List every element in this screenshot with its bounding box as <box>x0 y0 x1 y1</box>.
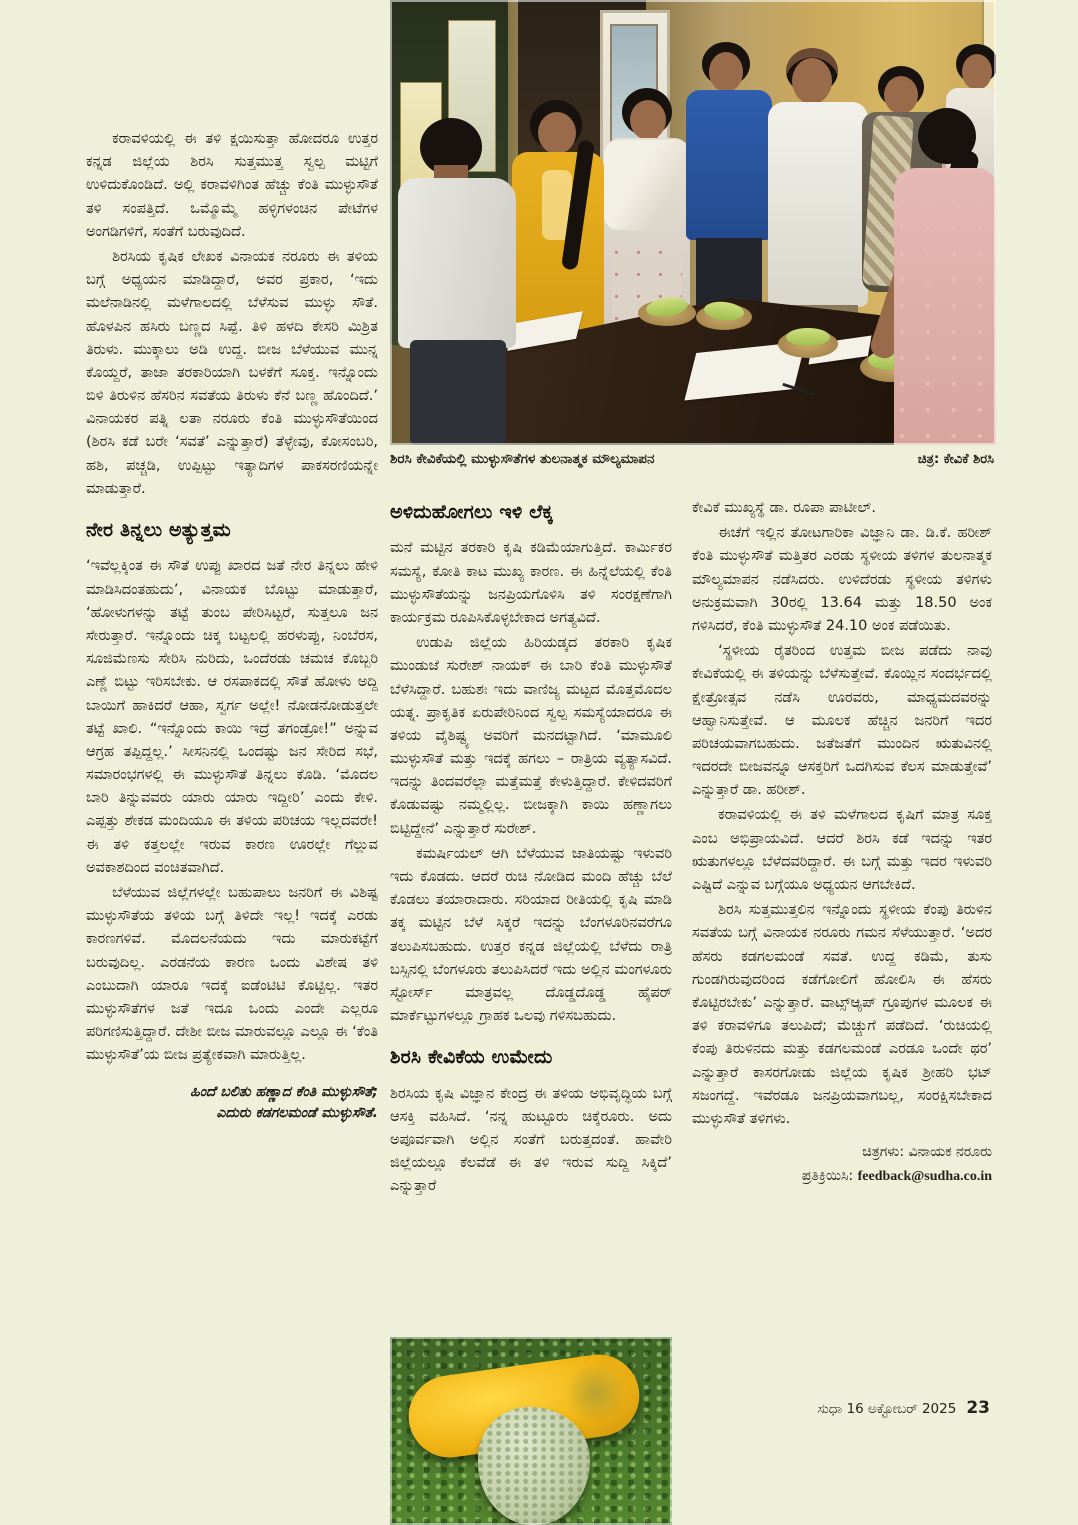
person-man-right-hair <box>956 44 996 84</box>
article-credits <box>692 1141 992 1189</box>
section-heading-declining: ಅಳಿದುಹೋಗಲು ಇಳಿ ಲೆಕ್ಕ <box>390 501 554 523</box>
photos-credit: ಚಿತ್ರಗಳು: ವಿನಾಯಕ ನರೂರು <box>862 1144 992 1161</box>
poster <box>410 215 470 287</box>
top-photo-credit: ಚಿತ್ರ: ಕೇವಿಕೆ ಶಿರಸಿ <box>917 452 994 467</box>
person-woman-pink-plait <box>946 147 981 192</box>
person-man-white-shirt <box>768 102 868 307</box>
person-man-blue-hair <box>702 42 750 86</box>
pen <box>782 383 815 396</box>
middle-column <box>390 497 672 1335</box>
kenti-cucumber-yellow-fruit <box>403 1349 644 1462</box>
paragraph: ‘ಸ್ಥಳೀಯ ರೈತರಿಂದ ಉತ್ತಮ ಬೀಜ ಪಡೆದು ನಾವು ಕೇವಿಕೆಯಲ್ಲಿ ಈ ತಳಿಯನ್ನು ಬೆಳೆಸುತ್ತೇವೆ. ಕೊಯ್ಲಿನ ಸಂದರ್ಭದಲ್ಲಿ ಕ್ಷೇತ್ರೋತ್ಸವ ನಡೆಸಿ ಊರವರು, ಮಾಧ್ಯಮದವರನ್ನು ಆಹ್ವಾನಿಸುತ್ತೇವೆ. ಆ ಮೂಲಕ ಹೆಚ್ಚಿನ ಜನರಿಗೆ ಇದರ ಪರಿಚಯವಾಗಬಹುದು. ಜತೆಜತೆಗೆ ಮುಂದಿನ ಋತುವಿನಲ್ಲಿ ಇದರದೇ ಬೀಜವನ್ನೂ ಆಸಕ್ತರಿಗೆ ಒದಗಿಸುವ ಕೆಲಸ ಮಾಡುತ್ತೇವೆ’ ಎನ್ನುತ್ತಾರೆ ಡಾ. ಹರೀಶ್. <box>692 643 992 799</box>
bottom-photo-cucumbers-on-grass <box>390 1337 672 1525</box>
sample-plate <box>638 300 696 326</box>
italic-note-line: ಎದುರು ಕಡಗಲಮಂಡೆ ಮುಳ್ಳುಸೌತೆ. <box>216 1104 378 1121</box>
person-woman-floral-dress <box>604 138 690 378</box>
white-dupatta <box>604 140 690 230</box>
magazine-name-date: ಸುಧಾ 16 ಅಕ್ಟೋಬರ್ 2025 <box>817 1401 957 1417</box>
paragraph: ಕರಾವಳಿಯಲ್ಲಿ ಈ ತಳಿ ಕ್ಷಯಿಸುತ್ತಾ ಹೋದರೂ ಉತ್ತರ ಕನ್ನಡ ಜಿಲ್ಲೆಯ ಶಿರಸಿ ಸುತ್ತಮುತ್ತ ಸ್ವಲ್ಪ ಮಟ್ಟಿಗೆ ಉಳಿದುಕೊಂಡಿದೆ. ಅಲ್ಲಿ ಕರಾವಳಿಗಿಂತ ಹೆಚ್ಚು ಕೆಂತಿ ಮುಳ್ಳುಸೌತೆ ತಳಿ ಸಂಪತ್ತಿದೆ. ಒಮ್ಮೊಮ್ಮೆ ಹಳ್ಳಿಗಳಂಚಿನ ಪೇಟೆಗಳ ಅಂಗಡಿಗಳಿಗೆ, ಸಂತೆಗೆ ಬರುವುದಿದೆ. <box>86 131 378 240</box>
paragraph: ಉಡುಪಿ ಜಿಲ್ಲೆಯ ಹಿರಿಯಡ್ಕದ ತರಕಾರಿ ಕೃಷಿಕ ಮುಂಡುಜೆ ಸುರೇಶ್ ನಾಯಕ್ ಈ ಬಾರಿ ಕೆಂತಿ ಮುಳ್ಳುಸೌತೆ ಬೆಳೆಸಿದ್ದಾರೆ. ಬಹುಶಃ ಇದು ವಾಣಿಜ್ಯ ಮಟ್ಟದ ಮೊತ್ತಮೊದಲ ಯತ್ನ. ಪ್ರಾಕೃತಿಕ ಏರುಪೇರಿನಿಂದ ಸ್ವಲ್ಪ ಸಮಸ್ಯೆಯಾದರೂ ಈ ತಳಿಯ ವೈಶಿಷ್ಟ್ಯ ಅವರಿಗೆ ಮನದಟ್ಟಾಗಿದೆ. ‘ಮಾಮೂಲಿ ಮುಳ್ಳುಸೌತೆ ಮತ್ತು ಇದಕ್ಕೆ ಹಗಲು – ರಾತ್ರಿಯ ವ್ಯತ್ಯಾಸವಿದೆ. ಇದನ್ನು ತಿಂದವರೆಲ್ಲಾ ಮತ್ತೆಮತ್ತೆ ಕೇಳುತ್ತಿದ್ದಾರೆ. ಕೇಳಿದವರಿಗೆ ಕೊಡುವಷ್ಟು ನಮ್ಮಲ್ಲಿಲ್ಲ. ಬೀಜಕ್ಕಾಗಿ ಕಾಯಿ ಹಣ್ಣಾಗಲು ಬಿಟ್ಟಿದ್ದೇನೆ’ ಎನ್ನುತ್ತಾರೆ ಸುರೇಶ್. <box>390 635 672 837</box>
doorway <box>518 0 646 330</box>
paragraph: ಮನೆ ಮಟ್ಟಿನ ತರಕಾರಿ ಕೃಷಿ ಕಡಿಮೆಯಾಗುತ್ತಿದೆ. ಕಾರ್ಮಿಕರ ಸಮಸ್ಯೆ, ಕೋತಿ ಕಾಟ ಮುಖ್ಯ ಕಾರಣ. ಈ ಹಿನ್ನೆಲೆಯಲ್ಲಿ ಕೆಂತಿ ಮುಳ್ಳುಸೌತೆಯನ್ನು ಜನಪ್ರಿಯಗೊಳಿಸಿ ತಳಿ ಸಂರಕ್ಷಣೆಗಾಗಿ ಕಾರ್ಯಕ್ರಮ ರೂಪಿಸಿಕೊಳ್ಳಬೇಕಾದ ಅಗತ್ಯವಿದೆ. <box>390 540 672 626</box>
feedback-email[interactable]: feedback@sudha.co.in <box>857 1168 992 1184</box>
cucumber-slice <box>703 300 745 322</box>
italic-note-line: ಹಿಂದೆ ಬಲಿತು ಹಣ್ಣಾದ ಕೆಂತಿ ಮುಳ್ಳುಸೌತೆ; <box>190 1083 378 1100</box>
person-woman-pink-arm <box>868 249 927 362</box>
person-man-back-neck <box>434 165 468 185</box>
poster <box>448 20 496 172</box>
person-man-right-face <box>962 54 992 90</box>
paragraph: ಕಮರ್ಷಿಯಲ್ ಆಗಿ ಬೆಳೆಯುವ ಜಾತಿಯಷ್ಟು ಇಳುವರಿ ಇದು ಕೊಡದು. ಆದರೆ ರುಚಿ ನೋಡಿದ ಮಂದಿ ಹೆಚ್ಚು ಬೆಲೆ ಕೊಡಲು ತಯಾರಾದಾರು. ಸರಿಯಾದ ರೀತಿಯಲ್ಲಿ ಕೃಷಿ ಮಾಡಿ ತಕ್ಕ ಮಟ್ಟಿನ ಬೆಳೆ ಸಿಕ್ಕರೆ ಇದನ್ನು ಬೆಂಗಳೂರಿನವರೆಗೂ ತಲುಪಿಸಬಹುದು. ಉತ್ತರ ಕನ್ನಡ ಜಿಲ್ಲೆಯಲ್ಲಿ ಬೆಳೆದು ರಾತ್ರಿ ಬಸ್ಸಿನಲ್ಲಿ ಬೆಂಗಳೂರು ತಲುಪಿಸಿದರೆ ಇದು ಅಲ್ಲಿನ ಮಂಗಳೂರು ಸ್ಟೋರ್ಸ್ ಮಾತ್ರವಲ್ಲ ದೊಡ್ಡದೊಡ್ಡ ಹೈಪರ್ ಮಾರ್ಕೆಟ್ಟುಗಳಲ್ಲೂ ಗ್ರಾಹಕ ಒಲವು ಗಳಿಸಬಹುದು. <box>390 845 672 1025</box>
person-woman-floral-hair <box>622 88 672 136</box>
paragraph: ಶಿರಸಿ ಸುತ್ತಮುತ್ತಲಿನ ಇನ್ನೊಂದು ಸ್ಥಳೀಯ ಕೆಂಪು ತಿರುಳಿನ ಸವತೆಯ ಬಗ್ಗೆ ವಿನಾಯಕ ನರೂರು ಗಮನ ಸೆಳೆಯುತ್ತಾರೆ. ‘ಅದರ ಹೆಸರು ಕಡಗಲಮಂಡೆ ಸವತೆ. ಉದ್ದ ಕಡಿಮೆ, ತುಸು ಗುಂಡಗಿರುವುದರಿಂದ ಕಡೆಗೋಲಿಗೆ ಹೋಲಿಸಿ ಈ ಹೆಸರು ಕೊಟ್ಟಿರಬೇಕು’ ಎನ್ನುತ್ತಾರೆ. ವಾಟ್ಸ್‌ಆ್ಯಪ್ ಗ್ರೂಪುಗಳ ಮೂಲಕ ಈ ತಳಿ ಕರಾವಳಿಗೂ ತಲುಪಿದೆ; ಮೆಚ್ಚುಗೆ ಪಡೆದಿದೆ. ‘ರುಚಿಯಲ್ಲಿ ಕೆಂಪು ತಿರುಳಿನದು ಮತ್ತು ಕಡಗಲಮಂಡೆ ಎರಡೂ ಒಂದೇ ಥರ’ ಎನ್ನುತ್ತಾರೆ ಕಾಸರಗೋಡು ಜಿಲ್ಲೆಯ ಕೃಷಿಕ ಶ್ರೀಹರಿ ಭಟ್ ಸಜಂಗದ್ದೆ. ಇವೆರಡೂ ಜನಪ್ರಿಯವಾಗಬಲ್ಲ, ಸಂರಕ್ಷಿಸಬೇಕಾದ ಮುಳ್ಳುಸೌತೆ ತಳಿಗಳು. <box>692 902 992 1127</box>
notice-board <box>390 0 508 345</box>
person-woman-pink-hair <box>918 108 976 164</box>
sample-plate <box>696 304 752 330</box>
section-heading-best-eaten-raw: ನೇರ ತಿನ್ನಲು ಅತ್ಯುತ್ತಮ <box>86 519 231 541</box>
braid <box>561 140 595 271</box>
cucumber-slice <box>786 328 830 346</box>
paper-sheet <box>808 335 871 364</box>
person-man-blue-trousers <box>696 238 762 333</box>
kadagalamande-cucumber-round-fruit <box>478 1407 590 1525</box>
paragraph: ಬೆಳೆಯುವ ಜಿಲ್ಲೆಗಳಲ್ಲೇ ಬಹುಪಾಲು ಜನರಿಗೆ ಈ ವಿಶಿಷ್ಟ ಮುಳ್ಳುಸೌತೆಯ ತಳಿಯ ಬಗ್ಗೆ ತಿಳಿದೇ ಇಲ್ಲ! ಇದಕ್ಕೆ ಎರಡು ಕಾರಣಗಳಿವೆ. ಮೊದಲನೆಯದು ಇದು ಮಾರುಕಟ್ಟೆಗೆ ಬರುವುದಿಲ್ಲ. ಎರಡನೆಯ ಕಾರಣ ಒಂದು ವಿಶೇಷ ತಳಿ ಎಂಬುದಾಗಿ ಯಾರೂ ಇದಕ್ಕೆ ಐಡೆಂಟಿಟಿ ಕೊಟ್ಟಿಲ್ಲ. ಇತರ ಮುಳ್ಳುಸೌತೆಗಳ ಜತೆ ಇದೂ ಒಂದು ಎಂದೇ ಎಲ್ಲರೂ ಪರಿಗಣಿಸುತ್ತಿದ್ದಾರೆ. ದೇಶೀ ಬೀಜ ಮಾರುವಲ್ಲೂ ಎಲ್ಲೂ ಈ ‘ಕೆಂತಿ ಮುಳ್ಳುಸೌತೆ’ಯ ಬೀಜ ಪ್ರತ್ಯೇಕವಾಗಿ ಮಾರುತ್ತಿಲ್ಲ. <box>86 885 378 1064</box>
person-man-back-trousers <box>410 340 506 445</box>
person-woman-yellow-kurta <box>512 152 604 367</box>
sample-plate <box>860 352 922 382</box>
page-footer <box>817 1398 990 1418</box>
person-woman-pink-saree <box>894 168 996 445</box>
italic-note <box>86 1082 378 1124</box>
section-heading-sirsi-kvk: ಶಿರಸಿ ಕೇವಿಕೆಯ ಉಮೇದು <box>390 1046 553 1069</box>
paragraph: ಈಚೆಗೆ ಇಲ್ಲಿನ ತೋಟಗಾರಿಕಾ ವಿಜ್ಞಾನಿ ಡಾ. ಡಿ.ಕೆ. ಹರೀಶ್ ಕೆಂತಿ ಮುಳ್ಳುಸೌತೆ ಮತ್ತಿತರ ಎರಡು ಸ್ಥಳೀಯ ತಳಿಗಳ ತುಲನಾತ್ಮಕ ಮೌಲ್ಯಮಾಪನ ನಡೆಸಿದರು. ಉಳಿದೆರಡು ಸ್ಥಳೀಯ ತಳಿಗಳು ಅನುಕ್ರಮವಾಗಿ 30ರಲ್ಲಿ 13.64 ಮತ್ತು 18.50 ಅಂಕ ಗಳಿಸಿದರೆ, ಕೆಂತಿ ಮುಳ್ಳುಸೌತೆ 24.10 ಅಂಕ ಪಡೆಯಿತು. <box>692 525 992 634</box>
cucumber-slice <box>645 295 689 319</box>
feedback-label: ಪ್ರತಿಕ್ರಿಯಿಸಿ: <box>801 1167 854 1184</box>
right-column <box>692 497 992 1359</box>
paper-sheet <box>507 311 583 351</box>
feedback-line <box>692 1165 992 1189</box>
sample-plate <box>778 330 838 358</box>
paragraph: ಶಿರಸಿಯ ಕೃಷಿ ವಿಜ್ಞಾನ ಕೇಂದ್ರ ಈ ತಳಿಯ ಅಭಿವೃದ್ಧಿಯ ಬಗ್ಗೆ ಆಸಕ್ತಿ ವಹಿಸಿದೆ. ‘ನನ್ನ ಹುಟ್ಟೂರು ಚಿಕ್ಕೆರೂರು. ಅದು ಅಪೂರ್ವವಾಗಿ ಅಲ್ಲಿನ ಸಂತೆಗೆ ಬರುತ್ತದಂತೆ. ಹಾವೇರಿ ಜಿಲ್ಲೆಯಲ್ಲೂ ಕೆಲವೆಡೆ ಈ ತಳಿ ಇರುವ ಸುದ್ದಿ ಸಿಕ್ಕಿದೆ’ ಎನ್ನುತ್ತಾರೆ <box>390 1085 672 1195</box>
person-man-white-hair <box>786 48 838 94</box>
person-man-scarf-hair <box>878 66 924 108</box>
person-man-blue-face <box>709 52 743 92</box>
chart-board <box>982 0 996 260</box>
cucumber-slice <box>868 350 912 370</box>
person-woman-floral-face <box>630 100 666 140</box>
paragraph: ಶಿರಸಿಯ ಕೃಷಿಕ ಲೇಖಕ ವಿನಾಯಕ ನರೂರು ಈ ತಳಿಯ ಬಗ್ಗೆ ಅಧ್ಯಯನ ಮಾಡಿದ್ದಾರೆ, ಅವರ ಪ್ರಕಾರ, ‘ಇದು ಮಲೆನಾಡಿನಲ್ಲಿ ಮಳೆಗಾಲದಲ್ಲಿ ಬೆಳೆಸುವ ಮುಳ್ಳು ಸೌತೆ. ಹೊಳಪಿನ ಹಸಿರು ಬಣ್ಣದ ಸಿಪ್ಪೆ. ತಿಳಿ ಹಳದಿ ಕೇಸರಿ ಮಿಶ್ರಿತ ತಿರುಳು. ಮುಕ್ಕಾಲು ಅಡಿ ಉದ್ದ. ಬೀಜ ಬೆಳೆಯುವ ಮುನ್ನ ಕೊಯ್ದರೆ, ತಾಜಾ ತರಕಾರಿಯಾಗಿ ಬಳಕೆಗೆ ಸೂಕ್ತ. ಇನ್ನೊಂದು ಬಿಳಿ ತಿರುಳಿನ ಹೆಸರಿನ ಸವತೆಯ ತಿರುಳು ಕೆನೆ ಬಣ್ಣ ಹೊಂದಿದೆ.’ ವಿನಾಯಕರ ಪತ್ನಿ ಲತಾ ನರೂರು ಕೆಂತಿ ಮುಳ್ಳುಸೌತೆಯಿಂದ (ಶಿರಸಿ ಕಡೆ ಬರೇ ‘ಸವತೆ’ ಎನ್ನುತ್ತಾರೆ) ತೆಳ್ಳೇವು, ಕೋಸಂಬರಿ, ಹಶಿ, ಪಚ್ಚಡಿ, ಉಪ್ಪಿಟ್ಟು ಇತ್ಯಾದಿಗಳ ಪಾಕಸರಣಿಯನ್ನೇ ಮಾಡುತ್ತಾರೆ. <box>86 248 378 497</box>
person-woman-yellow-face <box>538 112 576 154</box>
top-photo-caption-row <box>390 451 994 467</box>
person-woman-yellow-hair <box>530 100 582 150</box>
left-column <box>86 128 378 1330</box>
person-man-scarf-face <box>884 76 918 114</box>
person-man-scarf-torso <box>862 112 942 292</box>
page-number: 23 <box>966 1398 990 1418</box>
evaluation-table <box>418 292 974 445</box>
person-man-blue-shirt <box>686 90 772 240</box>
paragraph: ಕರಾವಳಿಯಲ್ಲಿ ಈ ತಳಿ ಮಳೆಗಾಲದ ಕೃಷಿಗೆ ಮಾತ್ರ ಸೂಕ್ತ ಎಂಬ ಅಭಿಪ್ರಾಯವಿದೆ. ಆದರೆ ಶಿರಸಿ ಕಡೆ ಇದನ್ನು ಇತರ ಋತುಗಳಲ್ಲೂ ಬೆಳೆದವರಿದ್ದಾರೆ. ಈ ಬಗ್ಗೆ ಮತ್ತು ಇದರ ಇಳುವರಿ ಎಷ್ಟಿದೆ ಎನ್ನುವ ಬಗ್ಗೆಯೂ ಅಧ್ಯಯನ ಆಗಬೇಕಿದೆ. <box>692 807 992 893</box>
person-man-back-hair <box>420 118 482 176</box>
person-man-back-white-shirt <box>398 178 516 348</box>
paper-sheet <box>684 342 805 401</box>
checked-scarf <box>862 115 914 287</box>
top-photo-evaluation-event <box>390 0 996 445</box>
top-photo-caption: ಶಿರಸಿ ಕೇವಿಕೆಯಲ್ಲಿ ಮುಳ್ಳುಸೌತೆಗಳ ತುಲನಾತ್ಮಕ ಮೌಲ್ಯಮಾಪನ <box>390 451 655 467</box>
person-man-right-shirt <box>946 88 996 218</box>
person-man-white-face <box>792 58 832 104</box>
poster <box>400 82 442 204</box>
paragraph: ಕೇವಿಕೆ ಮುಖ್ಯಸ್ಥೆ ಡಾ. ರೂಪಾ ಪಾಟೀಲ್. <box>692 500 876 516</box>
door <box>600 10 670 310</box>
pink-wall <box>928 120 996 400</box>
paragraph: ‘ಇವೆಲ್ಲಕ್ಕಿಂತ ಈ ಸೌತೆ ಉಪ್ಪು ಖಾರದ ಜತೆ ನೇರ ತಿನ್ನಲು ಹೇಳಿ ಮಾಡಿಸಿದಂತಹುದು’, ವಿನಾಯಕ ಬೊಟ್ಟು ಮಾಡುತ್ತಾರೆ, ‘ಹೋಳುಗಳನ್ನು ತಟ್ಟೆ ತುಂಬ ಪೇರಿಸಿಟ್ಟರೆ, ಸುತ್ತಲೂ ಜನ ಸೇರುತ್ತಾರೆ. ಇನ್ನೊಂದು ಚಿಕ್ಕ ಬಟ್ಟಲಲ್ಲಿ ಹರಳುಪ್ಪು, ನಿಂಬೆರಸ, ಸೂಜಿಮೆಣಸು ಸೇರಿಸಿ ನುರಿದು, ಒಂದೆರಡು ಚಮಚ ಕೊಬ್ಬರಿ ಎಣ್ಣೆ ಬಿಟ್ಟು ಇರಿಸಬೇಕು. ಆ ರಸಪಾಕದಲ್ಲಿ ಸೌತೆ ಹೋಳು ಅದ್ದಿ ಬಾಯಿಗೆ ಹಾಕಿದರೆ ಆಹಾ, ಸ್ವರ್ಗ ಅಲ್ಲೇ! ನೋಡನೋಡುತ್ತಲೇ ತಟ್ಟೆ ಖಾಲಿ. “ಇನ್ನೊಂದು ಕಾಯಿ ಇದ್ರೆ ತಗಂಡ್ರೋ!” ಅನ್ನುವ ಆಗ್ರಹ ತಪ್ಪಿದ್ದಲ್ಲ.’ ಸೀಸನಿನಲ್ಲಿ ಒಂದಷ್ಟು ಜನ ಸೇರಿದ ಸಭೆ, ಸಮಾರಂಭಗಳಲ್ಲಿ ಈ ಮುಳ್ಳುಸೌತೆ ತಿನ್ನಲು ಕೊಡಿ. ‘ಮೊದಲ ಬಾರಿ ತಿನ್ನುವವರು ಯಾರು ಯಾರು ಇದ್ದೀರಿ’ ಎಂದು ಕೇಳಿ. ಎಪ್ಪತ್ತು ಶೇಕಡ ಮಂದಿಯೂ ಈ ತಳಿಯ ಪರಿಚಯ ಇಲ್ಲದವರೇ! ಈ ತಳಿ ಕತ್ತಲಲ್ಲೇ ಇರುವ ಕಾರಣ ಊರಲ್ಲೇ ಗೆಲ್ಲುವ ಅವಕಾಶದಿಂದ ವಂಚಿತವಾಗಿದೆ. <box>86 558 378 876</box>
person-man-khaki-trousers <box>780 305 858 390</box>
